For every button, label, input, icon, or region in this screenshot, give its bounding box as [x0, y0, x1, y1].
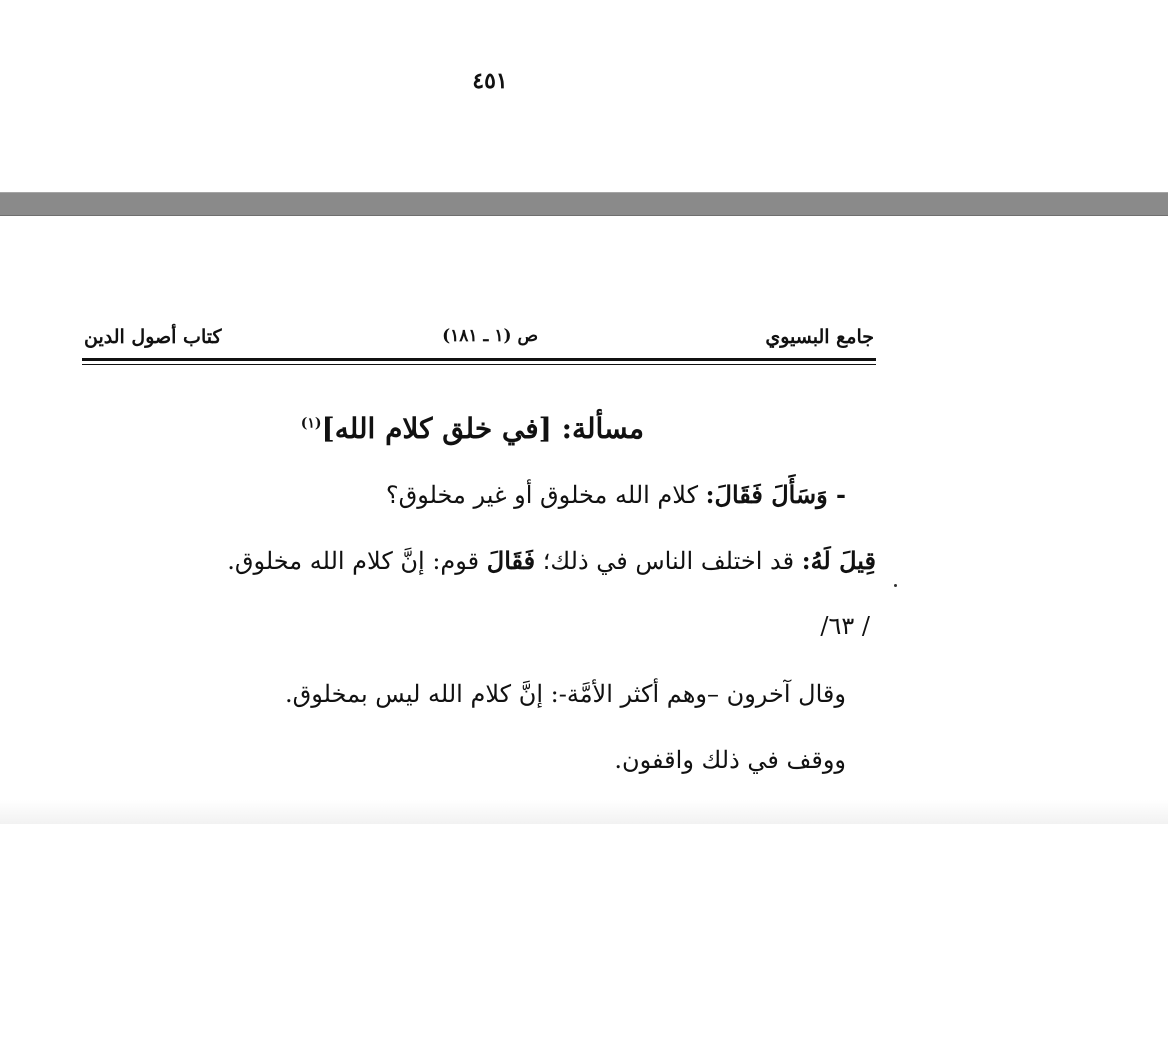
page-bottom-shade	[0, 800, 1168, 824]
running-header	[82, 322, 876, 354]
header-page-range: ص (١ ـ ١٨١)	[442, 326, 538, 346]
section-title-text: مسألة: [في خلق كلام الله]	[321, 412, 644, 445]
footnote-marker: (١)	[300, 415, 322, 432]
manuscript-page-marker: / ٦٣/	[820, 612, 870, 640]
header-section-title: كتاب أصول الدين	[84, 326, 222, 348]
question-text: كلام الله مخلوق أو غير مخلوق؟	[385, 481, 706, 509]
page-separator	[0, 192, 1168, 216]
text-line-others: وقال آخرون –وهم أكثر الأمَّة-: إنَّ كلام الله ليس بمخلوق.	[285, 680, 846, 708]
margin-mark	[894, 584, 897, 587]
text-line-question	[386, 480, 846, 509]
header-book-title: جامع البسيوي	[765, 326, 874, 348]
section-title	[301, 412, 644, 445]
page-number: ٤٥١	[472, 68, 508, 94]
answer-text-2: قوم: إنَّ كلام الله مخلوق.	[227, 547, 487, 575]
answer-lead-2: فَقَالَ	[486, 546, 536, 575]
question-lead: - وَسَأَلَ فَقَالَ:	[705, 480, 846, 509]
text-line-answer	[227, 546, 876, 575]
answer-text: قد اختلف الناس في ذلك؛	[535, 547, 802, 575]
previous-page	[0, 0, 1168, 192]
header-rule-thin	[82, 364, 876, 365]
text-line-abstainers: ووقف في ذلك واقفون.	[614, 746, 846, 774]
header-rule-thick	[82, 358, 876, 361]
answer-lead: قِيلَ لَهُ:	[801, 546, 876, 575]
